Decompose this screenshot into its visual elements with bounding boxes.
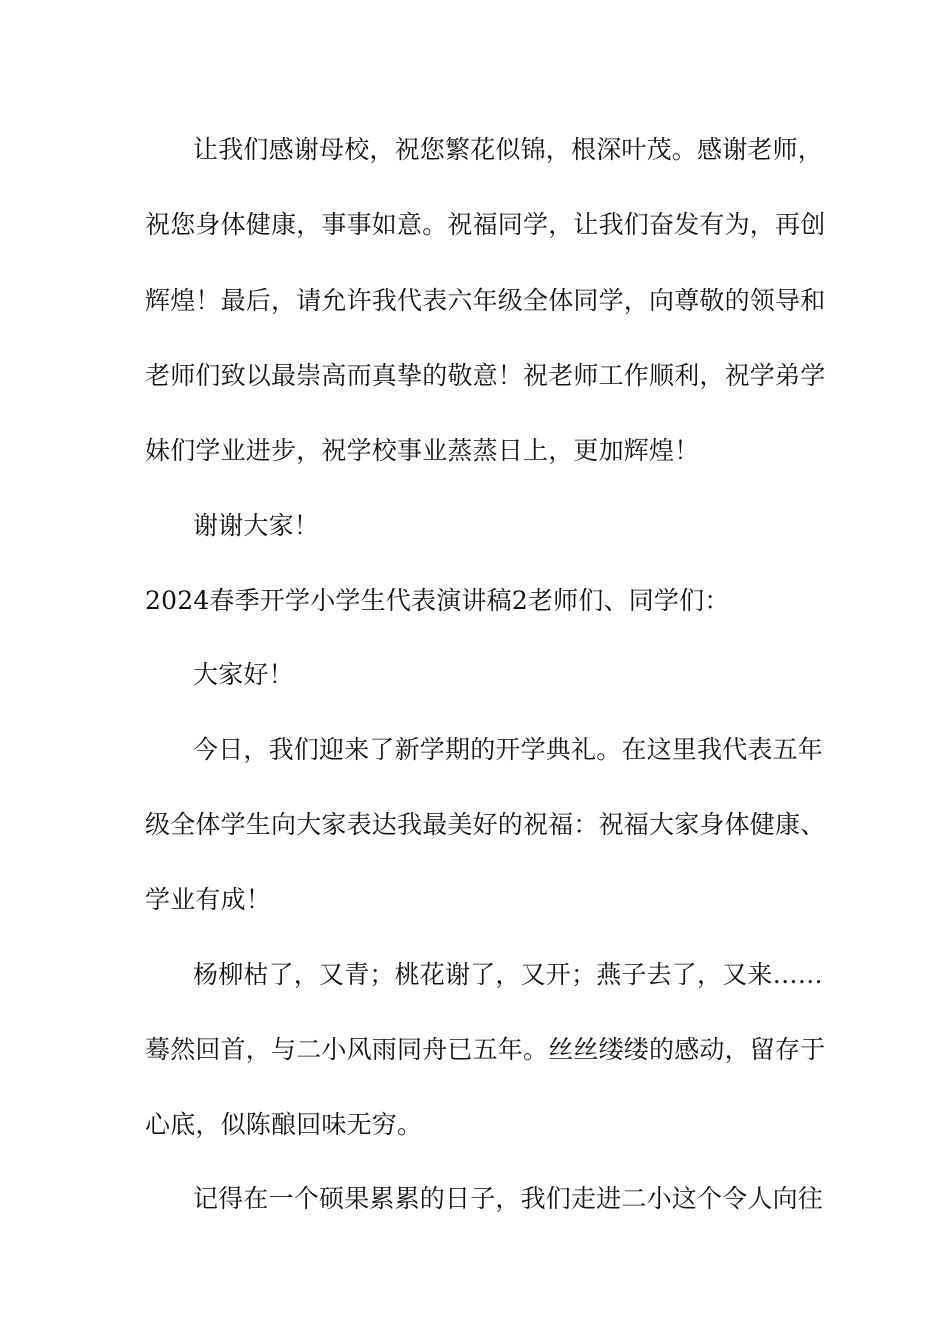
text-line: 让我们感谢母校，祝您繁花似锦，根深叶茂。感谢老师， xyxy=(193,135,824,164)
text-line: 谢谢大家！ xyxy=(193,511,320,540)
text-line: 今日，我们迎来了新学期的开学典礼。在这里我代表五年 xyxy=(193,735,824,764)
text-line: 妹们学业进步，祝学校事业蒸蒸日上，更加辉煌！ xyxy=(145,436,700,465)
text-line: 蓦然回首，与二小风雨同舟已五年。丝丝缕缕的感动，留存于 xyxy=(145,1035,826,1064)
text-line: 心底，似陈酿回味无穷。 xyxy=(145,1110,423,1139)
text-line: 学业有成！ xyxy=(145,885,272,914)
text-line: 老师们致以最崇高而真挚的敬意！祝老师工作顺利，祝学弟学 xyxy=(145,361,826,390)
text-line: 记得在一个硕果累累的日子，我们走进二小这个令人向往 xyxy=(193,1184,824,1213)
text-line: 杨柳枯了，又青；桃花谢了，又开；燕子去了，又来…… xyxy=(193,960,824,989)
text-line: 辉煌！最后，请允许我代表六年级全体同学，向尊敬的领导和 xyxy=(145,286,826,315)
text-line: 级全体学生向大家表达我最美好的祝福：祝福大家身体健康、 xyxy=(145,810,826,839)
text-line: 大家好！ xyxy=(193,660,294,689)
section-heading: 2024春季开学小学生代表演讲稿2老师们、同学们： xyxy=(145,586,730,615)
text-line: 祝您身体健康，事事如意。祝福同学，让我们奋发有为，再创 xyxy=(145,210,826,239)
